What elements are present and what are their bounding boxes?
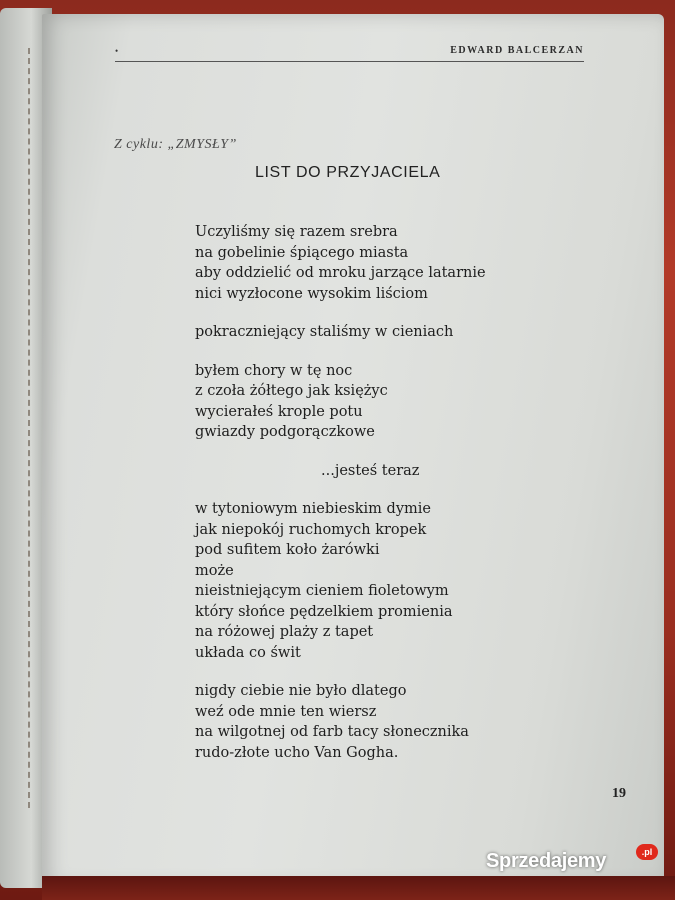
- poem-line: pod sufitem koło żarówki: [195, 542, 380, 558]
- poem-line: z czoła żółtego jak księżyc: [195, 383, 388, 399]
- stanza: [195, 361, 555, 443]
- poem-line: na wilgotnej od farb tacy słonecznika: [195, 724, 469, 740]
- poem-line: byłem chory w tę noc: [195, 362, 353, 379]
- stanza: [195, 222, 555, 304]
- binding-thread: [28, 48, 38, 808]
- poem-line: w tytoniowym niebieskim dymie: [195, 501, 431, 517]
- page-number: 19: [612, 786, 626, 801]
- poem-title: LIST DO PRZYJACIELA: [255, 164, 441, 181]
- stanza: [195, 681, 555, 763]
- poem-line: jak niepokój ruchomych kropek: [195, 521, 427, 538]
- poem-line: który słońce pędzelkiem promienia: [195, 603, 453, 620]
- poem-line: pokraczniejący staliśmy w cieniach: [195, 324, 454, 340]
- running-header: [70, 40, 584, 62]
- poem-line: rudo-złote ucho Van Gogha.: [195, 744, 399, 761]
- poem-body: [195, 222, 555, 781]
- poem-line: nieistniejącym cieniem fioletowym: [195, 583, 449, 599]
- stanza: [195, 461, 555, 482]
- poem-line: nici wyzłocone wysokim liściom: [195, 285, 428, 302]
- poem-line: ...jesteś teraz: [321, 462, 420, 479]
- poem-line: nigdy ciebie nie było dlatego: [195, 683, 407, 699]
- stanza: [195, 322, 555, 343]
- stanza: [195, 499, 555, 663]
- watermark-badge: .pl: [636, 844, 658, 860]
- poem-line: wycierałeś krople potu: [195, 403, 363, 420]
- header-rule: [115, 61, 584, 62]
- poem-line: gwiazdy podgorączkowe: [195, 424, 375, 440]
- book-bottom-edge: [42, 876, 675, 900]
- poem-line: na różowej plaży z tapet: [195, 624, 374, 640]
- poem-line: może: [195, 562, 234, 579]
- poem-line: na gobelinie śpiącego miasta: [195, 244, 409, 261]
- poem-line: Uczyliśmy się razem srebra: [195, 224, 398, 240]
- header-bullet: •: [115, 46, 119, 56]
- header-author: EDWARD BALCERZAN: [450, 45, 584, 56]
- cycle-label: Z cyklu: „ZMYSŁY”: [114, 137, 237, 152]
- poem-line: układa co świt: [195, 644, 301, 661]
- watermark-logo: Sprzedajemy: [486, 850, 607, 872]
- poem-line: weź ode mnie ten wiersz: [195, 703, 377, 720]
- poem-line: aby oddzielić od mroku jarzące latarnie: [195, 265, 486, 281]
